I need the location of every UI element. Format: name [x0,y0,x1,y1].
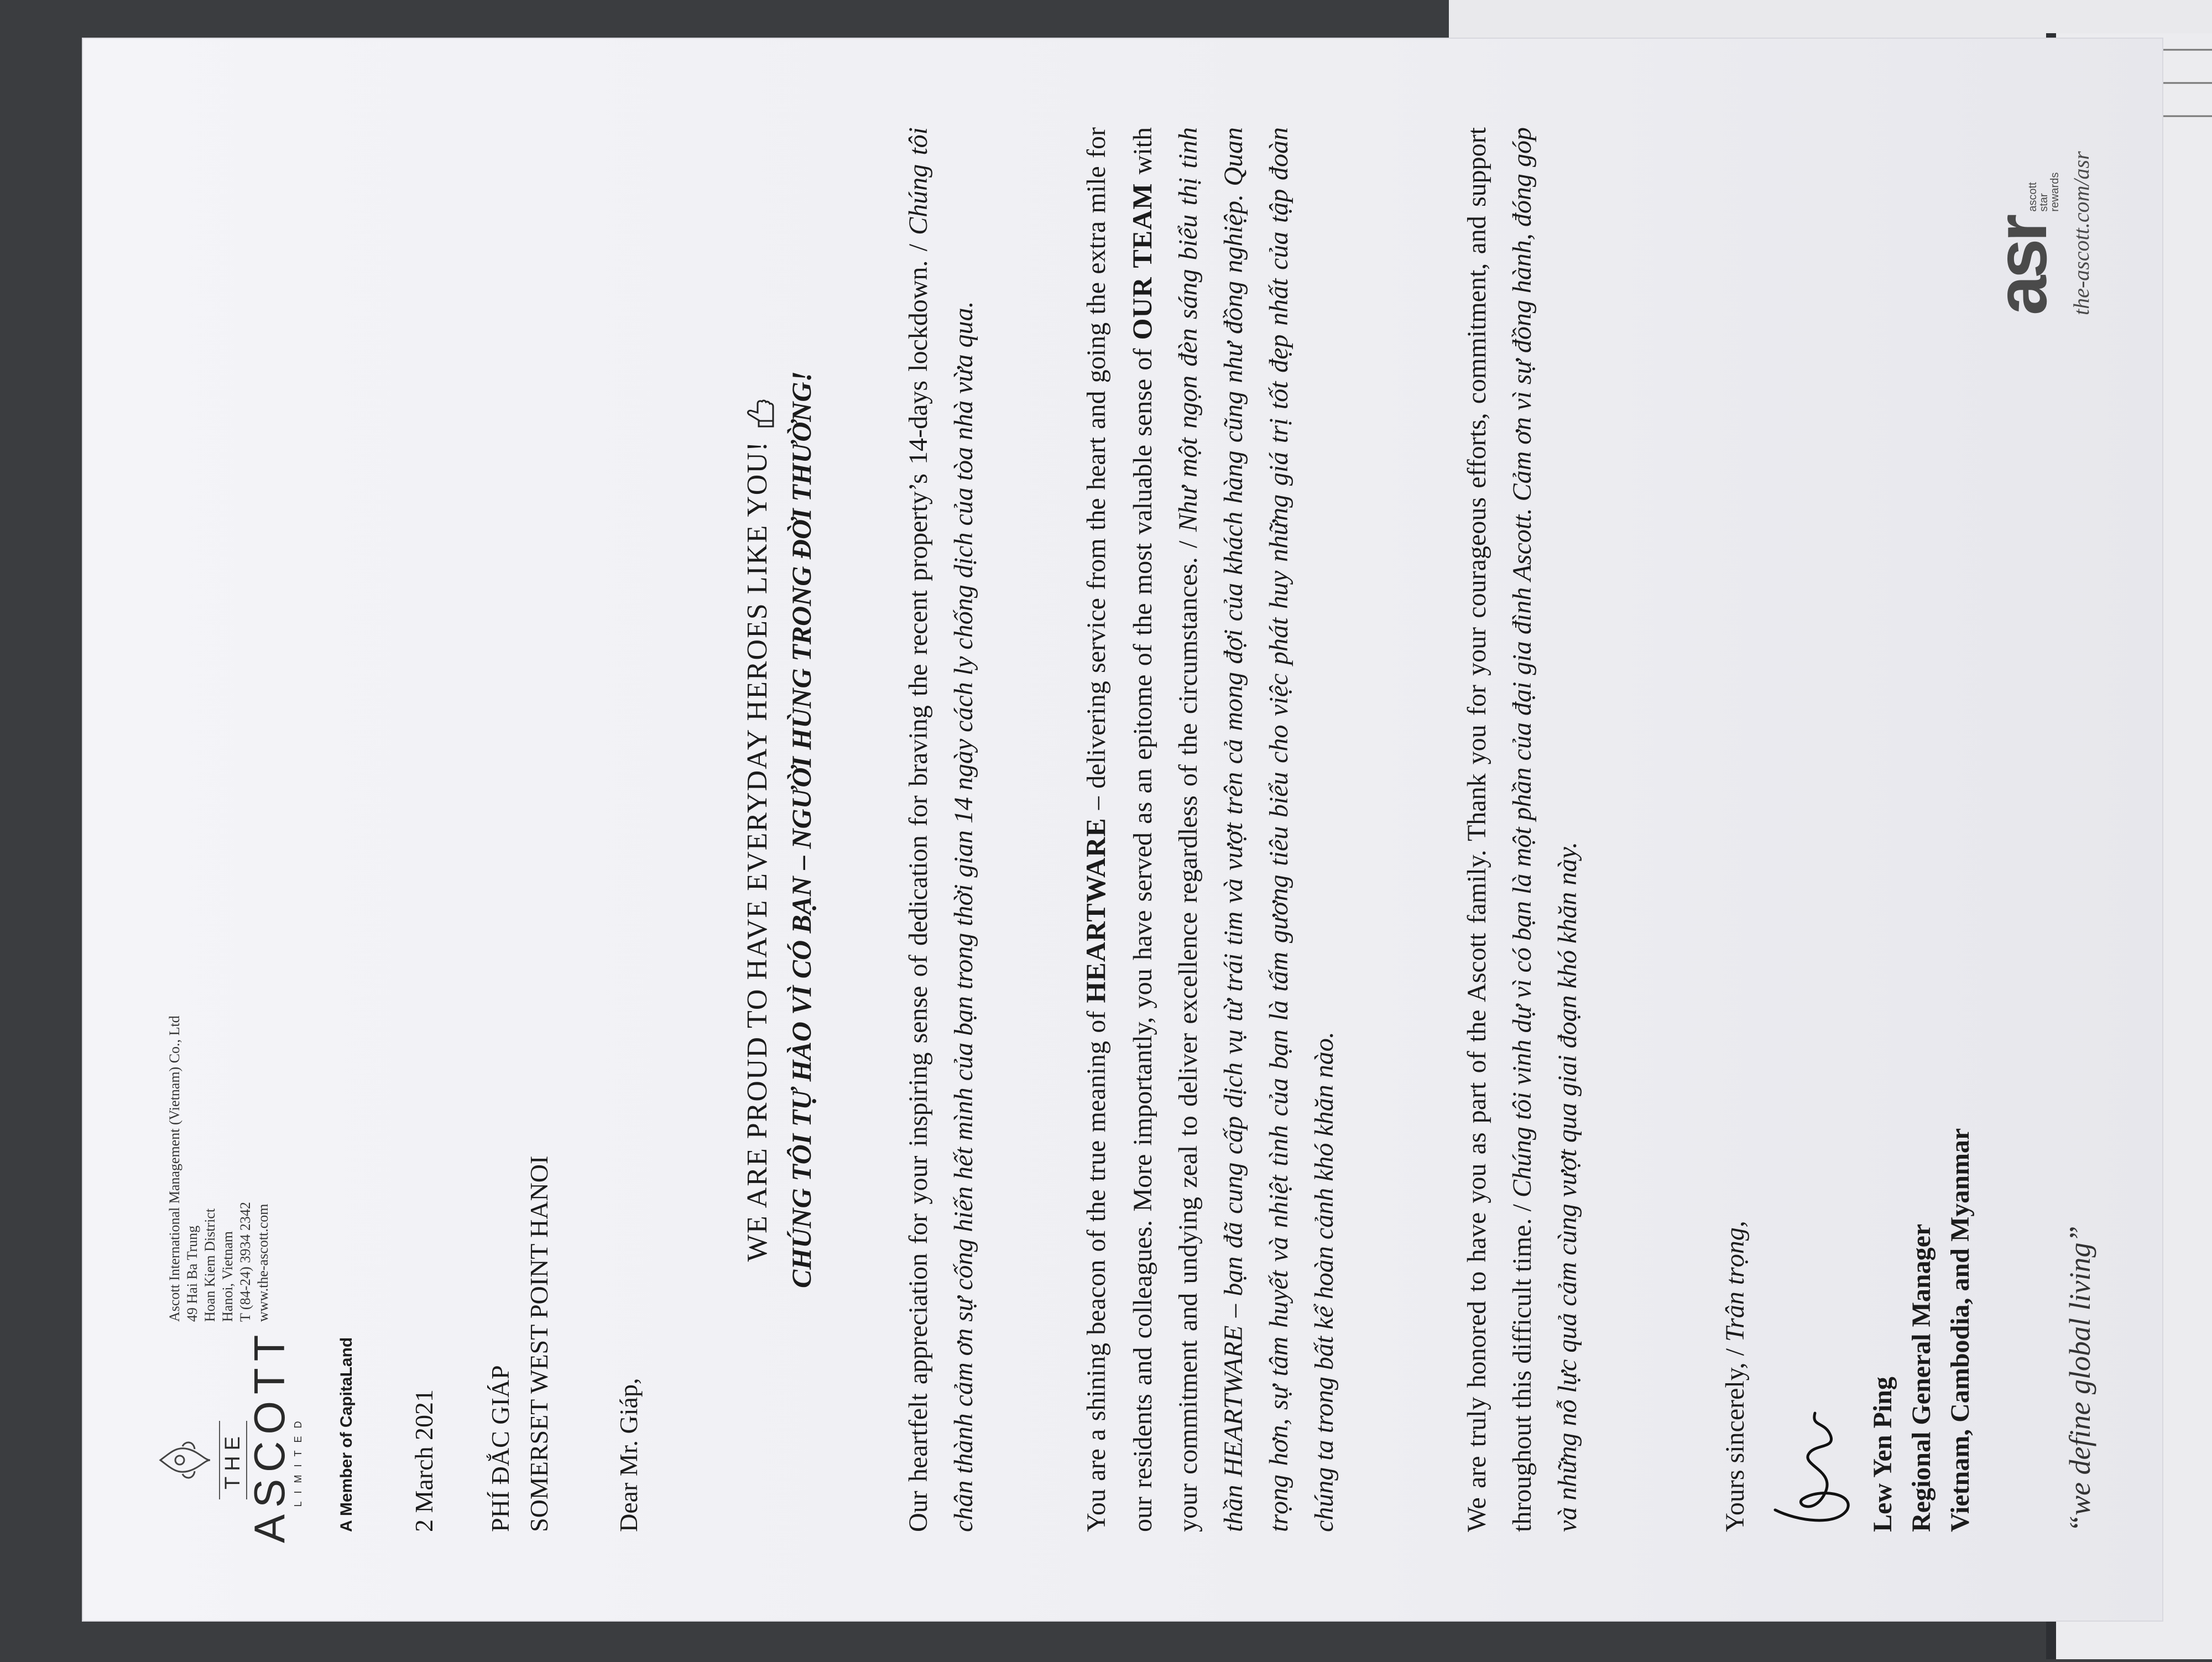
headline [741,39,817,1621]
headline-vietnamese: CHÚNG TÔI TỰ HÀO VÌ CÓ BẠN – NGƯỜI HÙNG TRONG ĐỜI THƯỜNG! [786,371,817,1288]
handwritten-signature [1753,1344,1864,1532]
paragraph-2-english-b: – delivering service from the heart and going the extra mile for our residents and colleagues. More importantly, you have served as an epitome of the most valuable sense of [1082,127,1157,1532]
address-line: 49 Hai Ba Trung [184,1225,200,1322]
asr-url: the-ascott.com/asr [2068,151,2094,315]
company-address [166,713,272,1322]
our-team-keyword: OUR TEAM [1126,183,1157,340]
address-line: Hoan Kiem District [202,1208,218,1322]
thumbs-up-icon [743,398,776,431]
paragraph-1-vietnamese: Chúng tôi chân thành cảm ơn sự cống hiến hết mình của bạn trong thời gian 14 ngày cách ly chống dịch của tòa nhà vừa qua. [904,127,978,1532]
address-line: Hanoi, Vietnam [220,1231,236,1322]
logo-limited: LIMITED [292,1413,304,1507]
signer-region: Vietnam, Cambodia, and Myanmar [1945,1128,1975,1532]
address-line: Ascott International Management (Vietnam) Co., Ltd [166,1015,182,1322]
signer-block [1864,1128,1980,1532]
closing-vietnamese: Trân trọng, [1720,1221,1750,1342]
heartware-keyword: HEARTWARE [1080,817,1111,1003]
recipient-name: PHÍ ĐẮC GIÁP [486,1365,514,1532]
address-line: T (84-24) 3934 2342 [237,1202,253,1322]
paragraph-3 [1454,127,1590,1532]
signer-name: Lew Yen Ping [1868,1377,1897,1532]
closing-english: Yours sincerely, / [1720,1342,1750,1532]
salutation: Dear Mr. Giáp, [614,1378,643,1532]
asr-sub-line: ascott [2026,182,2039,212]
logo-name: ASCOTT [245,1328,294,1543]
asr-sub-line: rewards [2048,172,2061,212]
headline-english [741,39,776,1621]
paragraph-1-english: Our heartfelt appreciation for your inspiring sense of dedication for braving the recent property’s 14-days lockdown. / [904,235,933,1532]
recipient-property: SOMERSET WEST POINT HANOI [525,1155,553,1532]
paragraph-1 [896,127,987,1532]
paragraph-2-english-a: You are a shining beacon of the true meaning of [1082,1003,1111,1532]
signer-title: Regional General Manager [1907,1223,1936,1532]
asr-sub-line: star [2037,193,2050,212]
logo-the: THE [219,1421,247,1499]
paragraph-3-vietnamese: Chúng tôi vinh dự vì có bạn là một phần của đại gia đình Ascott. Cảm ơn vì sự đồng hành, đóng góp và những nỗ lực quả cảm cùng vượt qua giai đoạn khó khăn này. [1507,127,1582,1532]
headline-english-text: WE ARE PROUD TO HAVE EVERYDAY HEROES LIKE YOU! [742,440,773,1262]
crest-icon [155,1435,216,1485]
asr-sub-label [2027,173,2060,212]
ascott-star-rewards-logo [1981,116,2094,315]
paragraph-2-english-c: with your commitment and undying zeal to deliver excellence regardless of the circumstances. / [1128,127,1203,1532]
recipient-block [481,1156,559,1532]
ascott-logo [155,1328,304,1543]
closing [1720,1221,1750,1532]
footer-tagline: “we define global living” [2063,1226,2096,1532]
letter-page [83,39,2162,1621]
paragraph-2-vietnamese: Như một ngọn đèn sáng biểu thị tinh thần HEARTWARE – bạn đã cung cấp dịch vụ từ trái tim và vượt trên cả mong đợi của khách hàng cũng như đồng nghiệp. Quan trọng hơn, sự tâm huyết và nhiệt tình của bạn là tấm gương tiêu biểu cho việc phát huy những giá trị tốt đẹp nhất của tập đoàn chúng ta trong bất kể hoàn cảnh khó khăn nào. [1173,127,1339,1532]
member-line: A Member of CapitaLand [337,1337,356,1532]
letter-date: 2 March 2021 [410,1389,438,1532]
paragraph-3-english: We are truly honored to have you as part of the Ascott family. Thank you for your courageous efforts, commitment, and support throughout this difficult time. / [1462,127,1537,1532]
address-line: www.the-ascott.com [255,1203,271,1322]
asr-mark: asr [1981,217,2062,315]
paragraph-2 [1073,127,1347,1532]
